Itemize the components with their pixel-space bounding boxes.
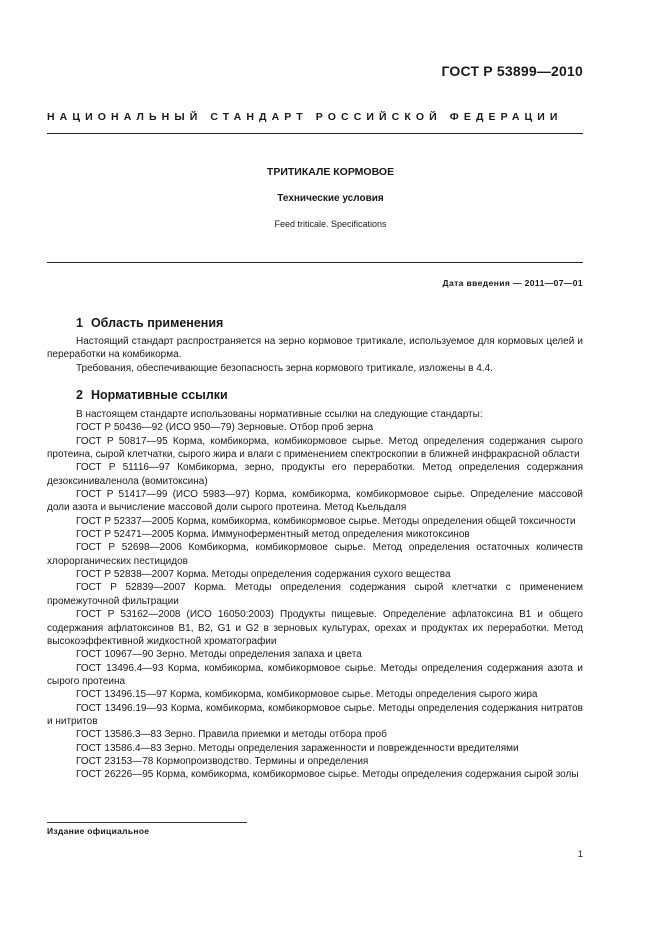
paragraph: ГОСТ 13496.15—97 Корма, комбикорма, комбикормовое сырье. Методы определения сырого жира xyxy=(76,689,538,701)
top-divider xyxy=(47,133,583,134)
document-subtitle: Технические условия xyxy=(277,193,384,204)
paragraph: ГОСТ Р 50436—92 (ИСО 950—79) Зерновые. Отбор проб зерна xyxy=(76,422,374,434)
paragraph: ГОСТ 13586.4—83 Зерно. Методы определения зараженности и поврежденности вредителями xyxy=(76,742,519,754)
national-standard-heading: НАЦИОНАЛЬНЫЙ СТАНДАРТ РОССИЙСКОЙ ФЕДЕРАЦИИ xyxy=(47,111,563,123)
paragraph: ГОСТ Р 50817—95 Корма, комбикорма, комбикормовое сырье. Метод определения содержания сырого протеина, сырой клетчатки, сырого жира и влаги с применением спектроскопии в ближней инфракрасной области xyxy=(47,435,583,461)
page-number: 1 xyxy=(577,849,583,860)
section-title: Нормативные ссылки xyxy=(90,388,228,402)
section-number: 1 xyxy=(76,316,83,330)
paragraph: ГОСТ Р 52698—2006 Комбикорма, комбикормовое сырье. Метод определения остаточных количеств хлорорганических пестицидов xyxy=(47,542,583,567)
document-code: ГОСТ Р 53899—2010 xyxy=(441,63,583,79)
paragraph: ГОСТ Р 51417—99 (ИСО 5983—97) Корма, комбикорма, комбикормовое сырье. Определение массовой доли азота и вычисление массовой доли сырого протеина. Метод Кьельдаля xyxy=(47,489,583,514)
edition-note: Издание официальное xyxy=(47,826,150,836)
paragraph: ГОСТ Р 52337—2005 Корма, комбикорма, комбикормовое сырье. Методы определения общей токсичности xyxy=(76,515,576,527)
paragraph: ГОСТ 13496.19—93 Корма, комбикорма, комбикормовое сырье. Методы определения содержания нитратов и нитритов xyxy=(47,702,583,727)
section-title: Область применения xyxy=(90,316,224,330)
paragraph: ГОСТ Р 52839—2007 Корма. Методы определения содержания сырой клетчатки с применением промежуточной фильтрации xyxy=(47,582,583,607)
footer-divider xyxy=(47,822,247,823)
paragraph: ГОСТ Р 51116—97 Комбикорма, зерно, продукты его переработки. Метод определения содержания дезоксиниваленола (вомитоксина) xyxy=(47,462,583,487)
paragraph: ГОСТ 13496.4—93 Корма, комбикорма, комбикормовое сырье. Методы определения содержания азота и сырого протеина xyxy=(47,662,583,687)
paragraph: Настоящий стандарт распространяется на зерно кормовое тритикале, используемое для кормовых целей и переработки на комбикорма. xyxy=(47,336,583,361)
paragraph: В настоящем стандарте использованы нормативные ссылки на следующие стандарты: xyxy=(76,409,483,420)
section-heading xyxy=(47,388,583,402)
title-divider xyxy=(47,262,583,263)
paragraph: Требования, обеспечивающие безопасность зерна кормового тритикале, изложены в 4.4. xyxy=(76,362,493,374)
paragraph: ГОСТ 13586.3—83 Зерно. Правила приемки и методы отбора проб xyxy=(76,729,387,741)
paragraph: ГОСТ 26226—95 Корма, комбикорма, комбикормовое сырье. Методы определения содержания сырой золы xyxy=(76,769,579,781)
paragraph: ГОСТ Р 52471—2005 Корма. Иммуноферментный метод определения микотоксинов xyxy=(76,529,470,541)
paragraph: ГОСТ 23153—78 Кормопроизводство. Термины и определения xyxy=(76,755,369,767)
paragraph: ГОСТ Р 53162—2008 (ИСО 16050:2003) Продукты пищевые. Определение афлатоксина B1 и общего содержания афлатоксинов B1, B2, G1 и G2 в зерновых культурах, орехах и продуктах их переработки. Метод высокоэффективной жидкостной хроматографии xyxy=(47,609,583,647)
english-title: Feed triticale. Specifications xyxy=(274,219,387,229)
paragraph: ГОСТ Р 52838—2007 Корма. Методы определения содержания сухого вещества xyxy=(76,569,451,581)
paragraph: ГОСТ 10967—90 Зерно. Методы определения запаха и цвета xyxy=(76,649,362,661)
section-scope xyxy=(47,316,583,375)
section-normative-references xyxy=(47,388,583,782)
section-body xyxy=(47,335,583,375)
document-title: ТРИТИКАЛЕ КОРМОВОЕ xyxy=(266,166,395,178)
section-number: 2 xyxy=(76,388,83,402)
section-heading xyxy=(47,316,583,330)
introduction-date: Дата введения — 2011—07—01 xyxy=(442,278,583,288)
section-body xyxy=(47,408,583,782)
